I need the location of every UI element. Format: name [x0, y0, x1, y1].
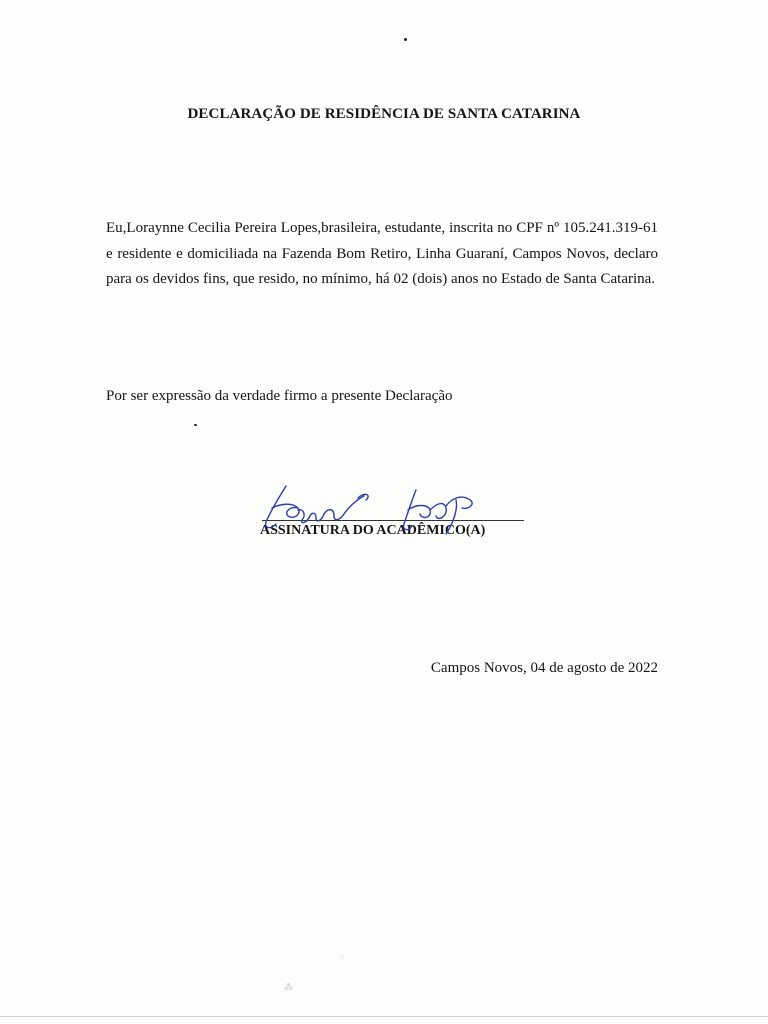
signature-block: [240, 478, 540, 548]
declaration-paragraph: Eu,Loraynne Cecilia Pereira Lopes,brasileira, estudante, inscrita no CPF nº 105.241.319-61 e residente e domiciliada na Fazenda Bom Retiro, Linha Guaraní, Campos Novos, declaro para os devidos fins, que resido, no mínimo, há 02 (dois) anos no Estado de Santa Catarina.: [106, 220, 658, 287]
place-and-date: Campos Novos, 04 de agosto de 2022: [430, 660, 658, 676]
scan-speck: [404, 38, 407, 41]
declaration-statement: Por ser expressão da verdade firmo a presente Declaração: [106, 388, 453, 404]
page-bottom-edge: [0, 1016, 768, 1017]
scan-smudge: ⁘: [338, 952, 346, 962]
document-title: DECLARAÇÃO DE RESIDÊNCIA DE SANTA CATARINA: [187, 106, 581, 122]
scan-smudge: ⁂: [284, 982, 293, 992]
handwritten-signature: [240, 478, 540, 548]
scan-speck: [194, 424, 197, 426]
signature-label: ASSINATURA DO ACADÊMICO(A): [260, 523, 486, 538]
